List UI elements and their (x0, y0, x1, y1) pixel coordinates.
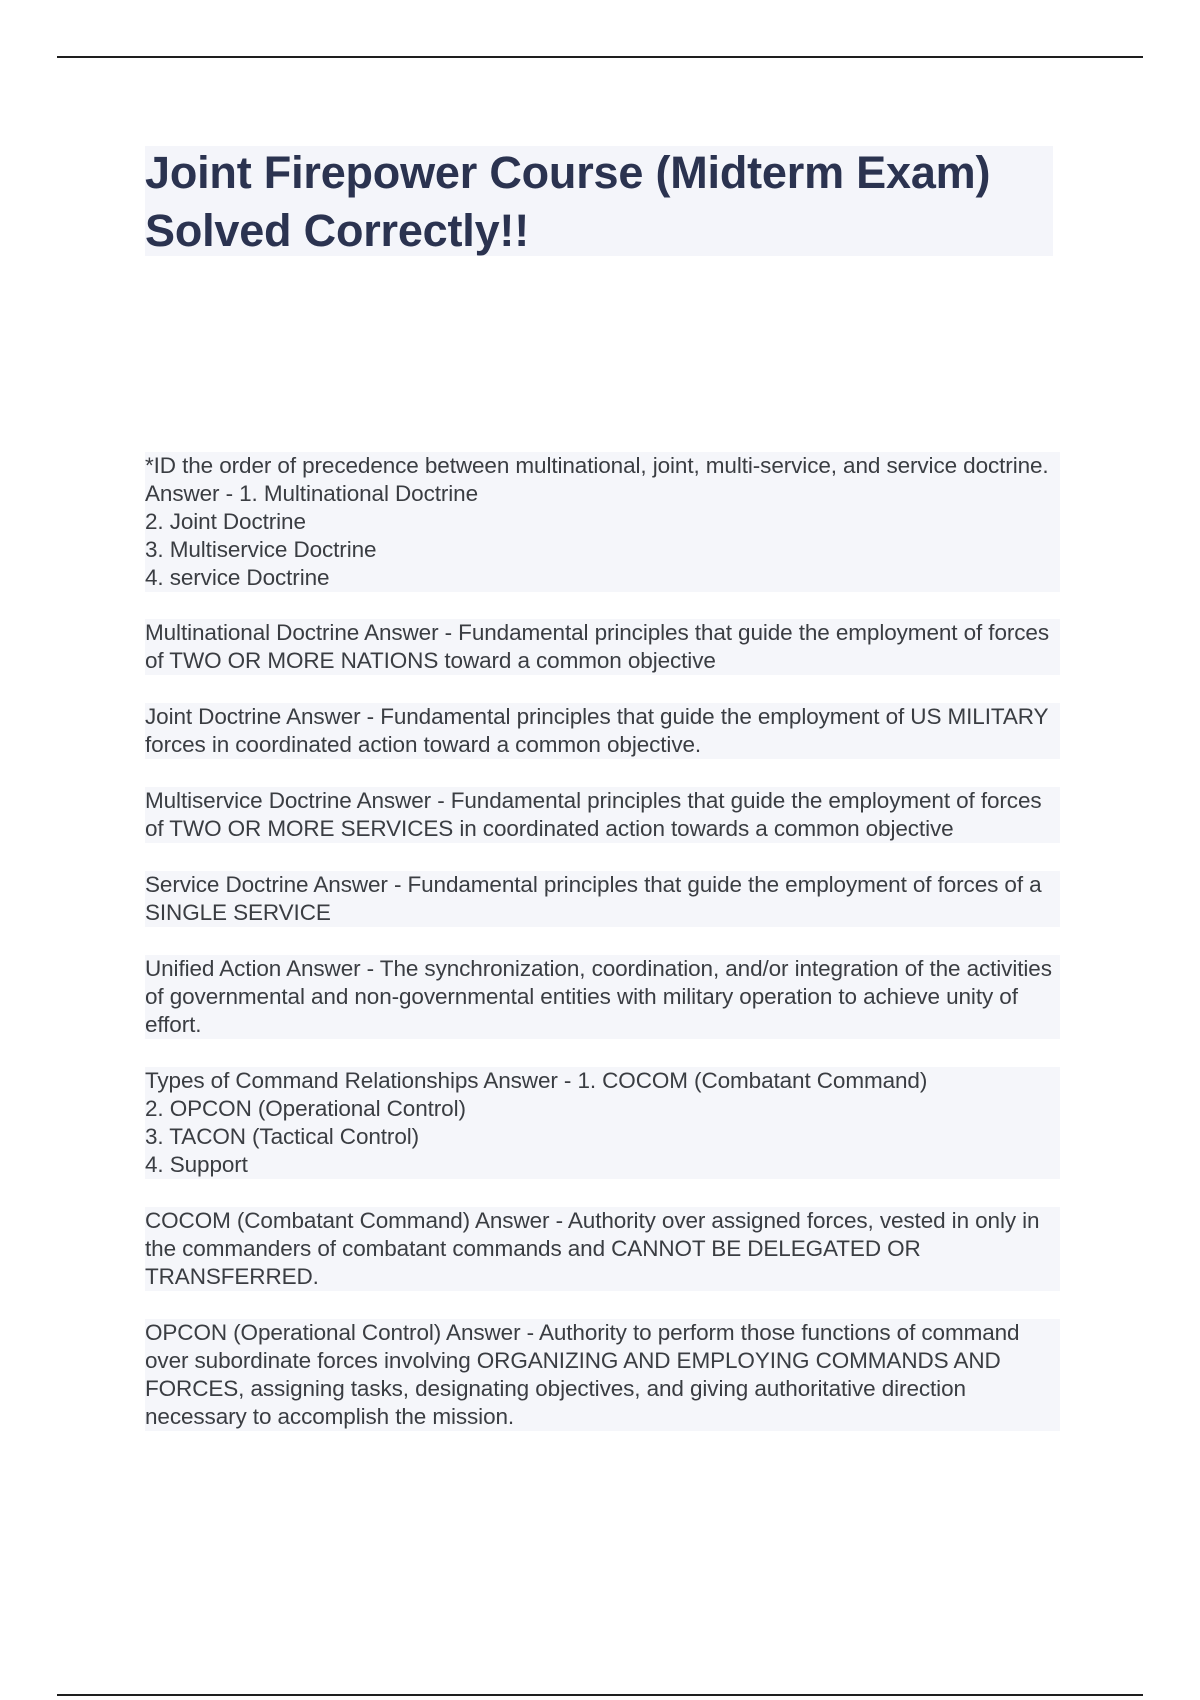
qa-entry-command-relationships: Types of Command Relationships Answer - 1. COCOM (Combatant Command) 2. OPCON (Operational Control) 3. TACON (Tactical Control) 4. Support (145, 1067, 1060, 1179)
qa-entry-unified-action: Unified Action Answer - The synchronization, coordination, and/or integration of the activities of governmental and non-governmental entities with military operation to achieve unity of effort. (145, 955, 1060, 1039)
qa-entry-service-doctrine: Service Doctrine Answer - Fundamental principles that guide the employment of forces of a SINGLE SERVICE (145, 871, 1060, 927)
qa-entry-multiservice-doctrine: Multiservice Doctrine Answer - Fundamental principles that guide the employment of forces of TWO OR MORE SERVICES in coordinated action towards a common objective (145, 787, 1060, 843)
page-title: Joint Firepower Course (Midterm Exam) Solved Correctly!! (145, 147, 991, 256)
qa-entry-multinational-doctrine: Multinational Doctrine Answer - Fundamental principles that guide the employment of forces of TWO OR MORE NATIONS toward a common objective (145, 619, 1060, 675)
document-body (145, 452, 1060, 1459)
qa-entry-joint-doctrine: Joint Doctrine Answer - Fundamental principles that guide the employment of US MILITARY forces in coordinated action toward a common objective. (145, 703, 1060, 759)
qa-entry-opcon: OPCON (Operational Control) Answer - Authority to perform those functions of command over subordinate forces involving ORGANIZING AND EMPLOYING COMMANDS AND FORCES, assigning tasks, designating objectives, and giving authoritative direction necessary to accomplish the mission. (145, 1319, 1060, 1431)
bottom-divider (57, 1694, 1143, 1696)
qa-entry-cocom: COCOM (Combatant Command) Answer - Authority over assigned forces, vested in only in the commanders of combatant commands and CANNOT BE DELEGATED OR TRANSFERRED. (145, 1207, 1060, 1291)
top-divider (57, 56, 1143, 58)
qa-entry-order-of-precedence: *ID the order of precedence between multinational, joint, multi-service, and service doctrine. Answer - 1. Multinational Doctrine 2. Joint Doctrine 3. Multiservice Doctrine 4. service Doctrine (145, 452, 1060, 592)
